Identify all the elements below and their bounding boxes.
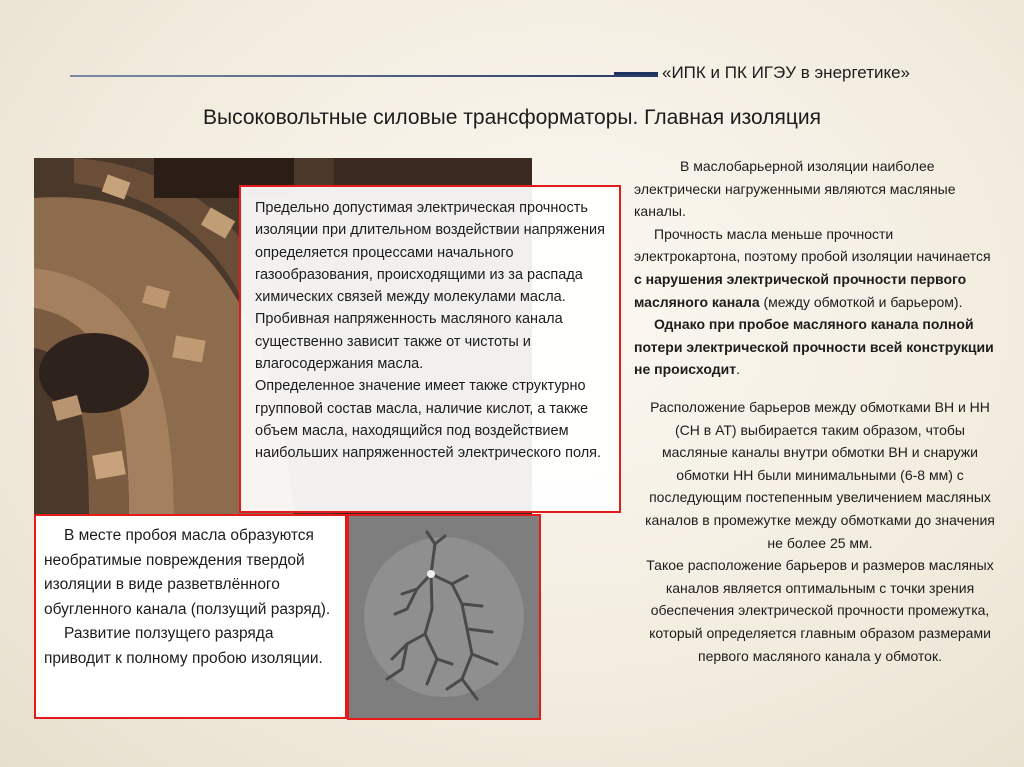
left-paragraph-1: В месте пробоя масла образуются необратимые повреждения твердой изоляции в виде разветвлённого обугленного канала (ползущий разряд). <box>44 527 331 618</box>
page-title: Высоковольтные силовые трансформаторы. Главная изоляция <box>202 106 822 129</box>
right-p2-text-c: (между обмоткой и барьером). <box>759 293 963 310</box>
discharge-tree-illustration <box>347 514 541 720</box>
right-column-text-lower <box>645 396 995 667</box>
right-p3-bold: Однако при пробое масляного канала полной потери электрической прочности всей конструкции не происходит <box>634 316 994 378</box>
right-paragraph-1: В маслобарьерной изоляции наиболее электрически нагруженными являются масляные каналы. <box>634 158 956 220</box>
right-paragraph-4: Расположение барьеров между обмотками ВН и НН (СН в АТ) выбирается таким образом, чтобы масляные каналы внутри обмотки ВН и снаружи обмотки НН были минимальными (6-8 мм) с последующим постепенным увеличением масляных каналов в промежутке между обмотками до значения не более 25 мм. <box>645 399 995 551</box>
header-rule <box>70 75 658 77</box>
creeping-discharge-photo <box>347 514 541 720</box>
overlay-paragraph-1: Предельно допустимая электрическая прочность изоляции при длительном воздействии напряжения определяется процессами начального газообразования, происходящими из за распада химических связей между молекулами масла. <box>255 200 606 306</box>
right-p2-text-a: Прочность масла меньше прочности электрокартона, поэтому пробой изоляции начинается <box>634 225 991 265</box>
right-paragraph-3 <box>634 313 994 381</box>
left-paragraph-2: Развитие ползущего разряда приводит к полному пробою изоляции. <box>44 625 323 667</box>
overlay-paragraph-2: Пробивная напряженность масляного канала существенно зависит также от чистоты и влагосодержания масла. <box>255 311 563 373</box>
right-column-text <box>634 155 994 381</box>
breakdown-damage-textbox <box>34 514 347 719</box>
right-p3-text-b: . <box>736 361 740 378</box>
right-paragraph-5: Такое расположение барьеров и размеров масляных каналов является оптимальным с точки зрения обеспечения электрической прочности промежутка, который определяется главным образом размерами первого масляного канала у обмоток. <box>646 557 994 664</box>
oil-strength-textbox <box>239 185 621 513</box>
right-p2-bold: с нарушения электрической прочности первого масляного канала <box>634 270 967 310</box>
overlay-paragraph-3: Определенное значение имеет также структурно групповой состав масла, наличие кислот, а также объем масла, находящийся под воздействием наибольших напряженностей электрического поля. <box>255 378 602 462</box>
organization-label: «ИПК и ПК ИГЭУ в энергетике» <box>662 63 911 82</box>
header-rule-accent <box>614 72 658 75</box>
right-paragraph-2 <box>634 223 994 313</box>
